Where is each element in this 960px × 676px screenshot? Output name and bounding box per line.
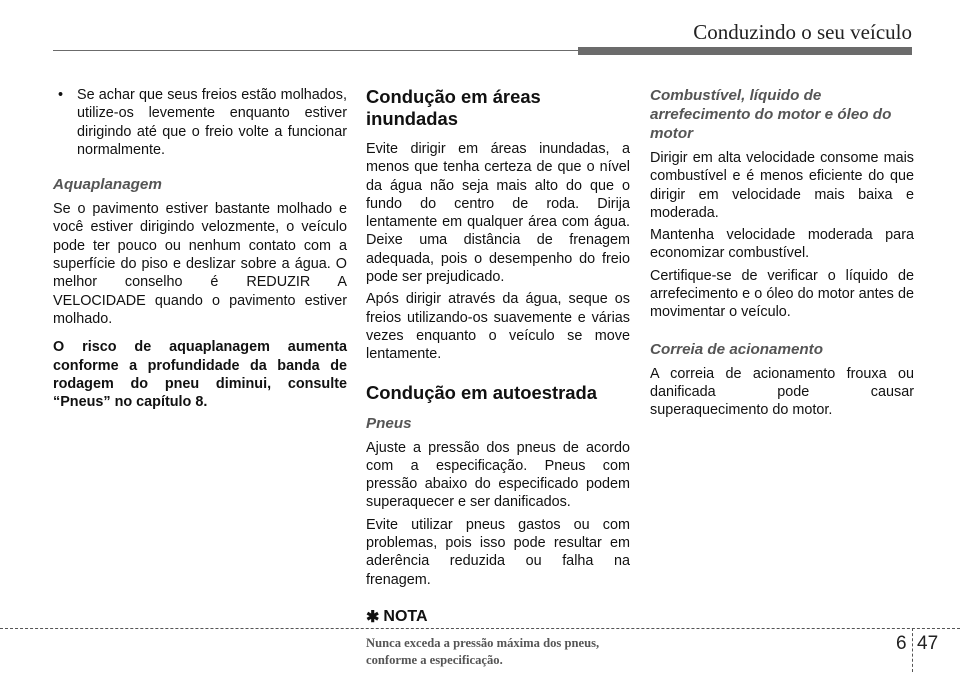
nota-heading <box>366 607 630 627</box>
aquaplanagem-text: Se o pavimento estiver bastante molhado e você estiver dirigindo velozmente, o veículo pode ter pouco ou nenhum contato com a superfície do piso e deslizar sobre a água. O melhor conselho é REDUZIR A VELOCIDADE quando o pavimento estiver molhado. <box>53 201 347 327</box>
flooded-text: Evite dirigir em áreas inundadas, a menos que tenha certeza de que o nível da água não seja mais alto do que o fundo do centro de roda. Dirija lentamente em qualquer área com água. Deixe uma distância de frenagem adequada, pois o desempenho do freio pode ser prejudicado. <box>366 141 630 286</box>
flooded-text-2: Após dirigir através da água, seque os freios utilizando-os suavemente e várias vezes enquanto o veículo se move lentamente. <box>366 291 630 363</box>
header-title: Conduzindo o seu veículo <box>693 20 912 44</box>
pneus-text: Ajuste a pressão dos pneus de acordo com a especificação. Pneus com pressão abaixo do especificado podem superaquecer e ser danificados. <box>366 439 630 511</box>
bullet-item <box>53 86 347 159</box>
spacer <box>650 326 914 340</box>
belt-text: A correia de acionamento frouxa ou danificada pode causar superaquecimento do motor. <box>650 365 914 419</box>
column-2 <box>366 86 630 673</box>
fuel-text-2: Mantenha velocidade moderada para economizar combustível. <box>650 227 914 262</box>
footer-rule <box>0 628 960 629</box>
aquaplanagem-warning: O risco de aquaplanagem aumenta conforme a profundidade da banda de rodagem do pneu diminui, consulte “Pneus” no capítulo 8. <box>53 339 347 411</box>
page-number: 47 <box>917 633 939 654</box>
spacer <box>366 593 630 607</box>
bullet-text: Se achar que seus freios estão molhados, utilize-os levemente enquanto estiver dirigindo até que o freio volte a funcionar normalmente. <box>77 87 347 158</box>
chapter-number: 6 <box>896 633 907 654</box>
fuel-text-3: Certifique-se de verificar o líquido de arrefecimento e o óleo do motor antes de movimentar o veículo. <box>650 267 914 321</box>
fuel-text-1: Dirigir em alta velocidade consome mais combustível e é menos eficiente do que dirigir em velocidade mais baixa e moderada. <box>650 150 914 221</box>
page-number-divider <box>912 628 913 672</box>
pneus-text-2: Evite utilizar pneus gastos ou com problemas, pois isso pode resultar em aderência reduzida ou falha na frenagem. <box>366 516 630 588</box>
column-3 <box>650 86 914 424</box>
highway-heading: Condução em autoestrada <box>366 381 597 403</box>
asterisk-icon: ✱ <box>366 608 380 626</box>
flooded-heading: Condução em áreas inundadas <box>366 86 541 129</box>
fuel-heading: Combustível, líquido de arrefecimento do motor e óleo do motor <box>650 87 892 142</box>
column-1 <box>53 86 347 415</box>
bullet-marker: • <box>58 87 64 103</box>
nota-title: NOTA <box>383 607 428 625</box>
spacer <box>366 368 630 382</box>
nota-text: Nunca exceda a pressão máxima dos pneus, conforme a especificação. <box>366 635 600 667</box>
aquaplanagem-heading: Aquaplanagem <box>53 176 162 194</box>
header-bar <box>578 47 912 55</box>
pneus-heading: Pneus <box>366 414 412 432</box>
belt-heading: Correia de acionamento <box>650 340 824 358</box>
